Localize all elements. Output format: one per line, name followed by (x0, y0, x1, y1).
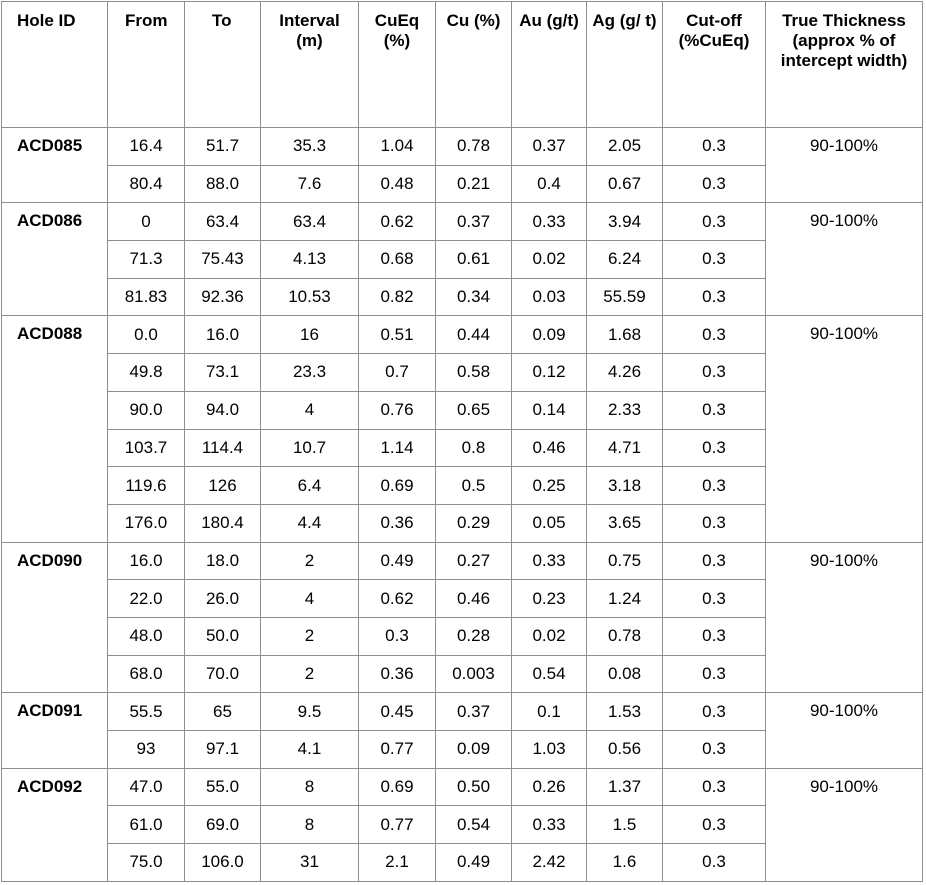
from-cell: 49.8 (108, 354, 185, 392)
ag-cell: 0.67 (587, 165, 663, 203)
from-cell: 81.83 (108, 278, 185, 316)
cu-cell: 0.78 (436, 128, 512, 166)
interval-cell: 4 (261, 391, 359, 429)
au-cell: 0.33 (512, 542, 587, 580)
cu-cell: 0.54 (436, 806, 512, 844)
interval-cell: 16 (261, 316, 359, 354)
cueq-cell: 1.04 (359, 128, 436, 166)
from-cell: 93 (108, 731, 185, 769)
to-cell: 180.4 (185, 504, 261, 542)
header-to: To (185, 2, 261, 128)
cutoff-cell: 0.3 (663, 504, 766, 542)
to-cell: 26.0 (185, 580, 261, 618)
ag-cell: 2.33 (587, 391, 663, 429)
from-cell: 16.4 (108, 128, 185, 166)
cueq-cell: 0.36 (359, 655, 436, 693)
au-cell: 0.25 (512, 467, 587, 505)
to-cell: 75.43 (185, 241, 261, 279)
ag-cell: 0.56 (587, 731, 663, 769)
from-cell: 16.0 (108, 542, 185, 580)
cu-cell: 0.58 (436, 354, 512, 392)
cutoff-cell: 0.3 (663, 693, 766, 731)
from-cell: 0 (108, 203, 185, 241)
cu-cell: 0.28 (436, 617, 512, 655)
interval-cell: 9.5 (261, 693, 359, 731)
au-cell: 0.37 (512, 128, 587, 166)
cu-cell: 0.8 (436, 429, 512, 467)
interval-cell: 2 (261, 542, 359, 580)
true-thickness-cell: 90-100% (766, 768, 923, 881)
cueq-cell: 0.7 (359, 354, 436, 392)
true-thickness-cell: 90-100% (766, 128, 923, 203)
ag-cell: 1.5 (587, 806, 663, 844)
to-cell: 92.36 (185, 278, 261, 316)
cueq-cell: 0.51 (359, 316, 436, 354)
ag-cell: 1.37 (587, 768, 663, 806)
to-cell: 114.4 (185, 429, 261, 467)
header-interval: Interval (m) (261, 2, 359, 128)
au-cell: 2.42 (512, 844, 587, 882)
from-cell: 22.0 (108, 580, 185, 618)
header-from: From (108, 2, 185, 128)
from-cell: 68.0 (108, 655, 185, 693)
ag-cell: 6.24 (587, 241, 663, 279)
header-cueq: CuEq (%) (359, 2, 436, 128)
cu-cell: 0.5 (436, 467, 512, 505)
header-row (2, 2, 923, 128)
from-cell: 61.0 (108, 806, 185, 844)
from-cell: 80.4 (108, 165, 185, 203)
true-thickness-cell: 90-100% (766, 203, 923, 316)
cutoff-cell: 0.3 (663, 580, 766, 618)
from-cell: 176.0 (108, 504, 185, 542)
cutoff-cell: 0.3 (663, 429, 766, 467)
to-cell: 94.0 (185, 391, 261, 429)
from-cell: 47.0 (108, 768, 185, 806)
true-thickness-cell: 90-100% (766, 542, 923, 693)
from-cell: 48.0 (108, 617, 185, 655)
ag-cell: 1.68 (587, 316, 663, 354)
to-cell: 106.0 (185, 844, 261, 882)
interval-cell: 2 (261, 655, 359, 693)
interval-cell: 63.4 (261, 203, 359, 241)
to-cell: 97.1 (185, 731, 261, 769)
au-cell: 0.33 (512, 203, 587, 241)
cueq-cell: 0.62 (359, 580, 436, 618)
table-row (2, 693, 923, 731)
au-cell: 0.26 (512, 768, 587, 806)
au-cell: 0.05 (512, 504, 587, 542)
ag-cell: 0.78 (587, 617, 663, 655)
ag-cell: 3.65 (587, 504, 663, 542)
from-cell: 55.5 (108, 693, 185, 731)
cueq-cell: 0.68 (359, 241, 436, 279)
au-cell: 0.4 (512, 165, 587, 203)
to-cell: 126 (185, 467, 261, 505)
cu-cell: 0.29 (436, 504, 512, 542)
cueq-cell: 0.62 (359, 203, 436, 241)
cueq-cell: 0.77 (359, 731, 436, 769)
cu-cell: 0.46 (436, 580, 512, 618)
to-cell: 63.4 (185, 203, 261, 241)
to-cell: 69.0 (185, 806, 261, 844)
to-cell: 18.0 (185, 542, 261, 580)
cueq-cell: 0.69 (359, 768, 436, 806)
header-true-thickness: True Thickness (approx % of intercept width) (766, 2, 923, 128)
cu-cell: 0.49 (436, 844, 512, 882)
cutoff-cell: 0.3 (663, 354, 766, 392)
au-cell: 1.03 (512, 731, 587, 769)
to-cell: 16.0 (185, 316, 261, 354)
cutoff-cell: 0.3 (663, 128, 766, 166)
ag-cell: 1.24 (587, 580, 663, 618)
ag-cell: 2.05 (587, 128, 663, 166)
cu-cell: 0.61 (436, 241, 512, 279)
ag-cell: 55.59 (587, 278, 663, 316)
from-cell: 71.3 (108, 241, 185, 279)
au-cell: 0.12 (512, 354, 587, 392)
ag-cell: 1.53 (587, 693, 663, 731)
cutoff-cell: 0.3 (663, 278, 766, 316)
au-cell: 0.54 (512, 655, 587, 693)
from-cell: 90.0 (108, 391, 185, 429)
cutoff-cell: 0.3 (663, 617, 766, 655)
interval-cell: 10.7 (261, 429, 359, 467)
au-cell: 0.02 (512, 617, 587, 655)
cu-cell: 0.21 (436, 165, 512, 203)
header-hole-id: Hole ID (2, 2, 108, 128)
ag-cell: 4.26 (587, 354, 663, 392)
ag-cell: 0.75 (587, 542, 663, 580)
true-thickness-cell: 90-100% (766, 316, 923, 542)
cutoff-cell: 0.3 (663, 731, 766, 769)
interval-cell: 10.53 (261, 278, 359, 316)
hole-id-cell: ACD088 (2, 316, 108, 542)
interval-cell: 4.4 (261, 504, 359, 542)
hole-id-cell: ACD090 (2, 542, 108, 693)
cu-cell: 0.37 (436, 203, 512, 241)
interval-cell: 4 (261, 580, 359, 618)
cueq-cell: 0.45 (359, 693, 436, 731)
ag-cell: 3.94 (587, 203, 663, 241)
from-cell: 75.0 (108, 844, 185, 882)
interval-cell: 6.4 (261, 467, 359, 505)
au-cell: 0.33 (512, 806, 587, 844)
header-cu: Cu (%) (436, 2, 512, 128)
interval-cell: 7.6 (261, 165, 359, 203)
cu-cell: 0.44 (436, 316, 512, 354)
cu-cell: 0.50 (436, 768, 512, 806)
ag-cell: 3.18 (587, 467, 663, 505)
cutoff-cell: 0.3 (663, 316, 766, 354)
interval-cell: 4.1 (261, 731, 359, 769)
cueq-cell: 0.77 (359, 806, 436, 844)
to-cell: 55.0 (185, 768, 261, 806)
hole-id-cell: ACD085 (2, 128, 108, 203)
cu-cell: 0.27 (436, 542, 512, 580)
ag-cell: 4.71 (587, 429, 663, 467)
cutoff-cell: 0.3 (663, 806, 766, 844)
cueq-cell: 0.76 (359, 391, 436, 429)
from-cell: 119.6 (108, 467, 185, 505)
hole-id-cell: ACD092 (2, 768, 108, 881)
from-cell: 103.7 (108, 429, 185, 467)
drill-intercepts-table (1, 1, 923, 882)
table-body (2, 128, 923, 882)
cueq-cell: 0.49 (359, 542, 436, 580)
cutoff-cell: 0.3 (663, 241, 766, 279)
cueq-cell: 0.3 (359, 617, 436, 655)
header-au: Au (g/t) (512, 2, 587, 128)
to-cell: 50.0 (185, 617, 261, 655)
cu-cell: 0.34 (436, 278, 512, 316)
au-cell: 0.1 (512, 693, 587, 731)
hole-id-cell: ACD091 (2, 693, 108, 768)
cutoff-cell: 0.3 (663, 467, 766, 505)
cueq-cell: 2.1 (359, 844, 436, 882)
interval-cell: 35.3 (261, 128, 359, 166)
to-cell: 65 (185, 693, 261, 731)
header-ag: Ag (g/ t) (587, 2, 663, 128)
interval-cell: 8 (261, 806, 359, 844)
au-cell: 0.23 (512, 580, 587, 618)
to-cell: 88.0 (185, 165, 261, 203)
cutoff-cell: 0.3 (663, 203, 766, 241)
cueq-cell: 0.36 (359, 504, 436, 542)
au-cell: 0.46 (512, 429, 587, 467)
true-thickness-cell: 90-100% (766, 693, 923, 768)
ag-cell: 1.6 (587, 844, 663, 882)
table-header (2, 2, 923, 128)
cu-cell: 0.09 (436, 731, 512, 769)
cueq-cell: 0.82 (359, 278, 436, 316)
to-cell: 70.0 (185, 655, 261, 693)
table-row (2, 768, 923, 806)
au-cell: 0.09 (512, 316, 587, 354)
table-row (2, 542, 923, 580)
cu-cell: 0.65 (436, 391, 512, 429)
cueq-cell: 0.48 (359, 165, 436, 203)
cueq-cell: 0.69 (359, 467, 436, 505)
cueq-cell: 1.14 (359, 429, 436, 467)
ag-cell: 0.08 (587, 655, 663, 693)
cu-cell: 0.003 (436, 655, 512, 693)
to-cell: 73.1 (185, 354, 261, 392)
header-cutoff: Cut-off (%CuEq) (663, 2, 766, 128)
au-cell: 0.03 (512, 278, 587, 316)
table-row (2, 316, 923, 354)
cutoff-cell: 0.3 (663, 768, 766, 806)
au-cell: 0.14 (512, 391, 587, 429)
cutoff-cell: 0.3 (663, 391, 766, 429)
interval-cell: 23.3 (261, 354, 359, 392)
to-cell: 51.7 (185, 128, 261, 166)
table-row (2, 128, 923, 166)
cutoff-cell: 0.3 (663, 655, 766, 693)
interval-cell: 4.13 (261, 241, 359, 279)
interval-cell: 31 (261, 844, 359, 882)
from-cell: 0.0 (108, 316, 185, 354)
cutoff-cell: 0.3 (663, 844, 766, 882)
interval-cell: 8 (261, 768, 359, 806)
hole-id-cell: ACD086 (2, 203, 108, 316)
cu-cell: 0.37 (436, 693, 512, 731)
interval-cell: 2 (261, 617, 359, 655)
table-row (2, 203, 923, 241)
cutoff-cell: 0.3 (663, 542, 766, 580)
cutoff-cell: 0.3 (663, 165, 766, 203)
au-cell: 0.02 (512, 241, 587, 279)
